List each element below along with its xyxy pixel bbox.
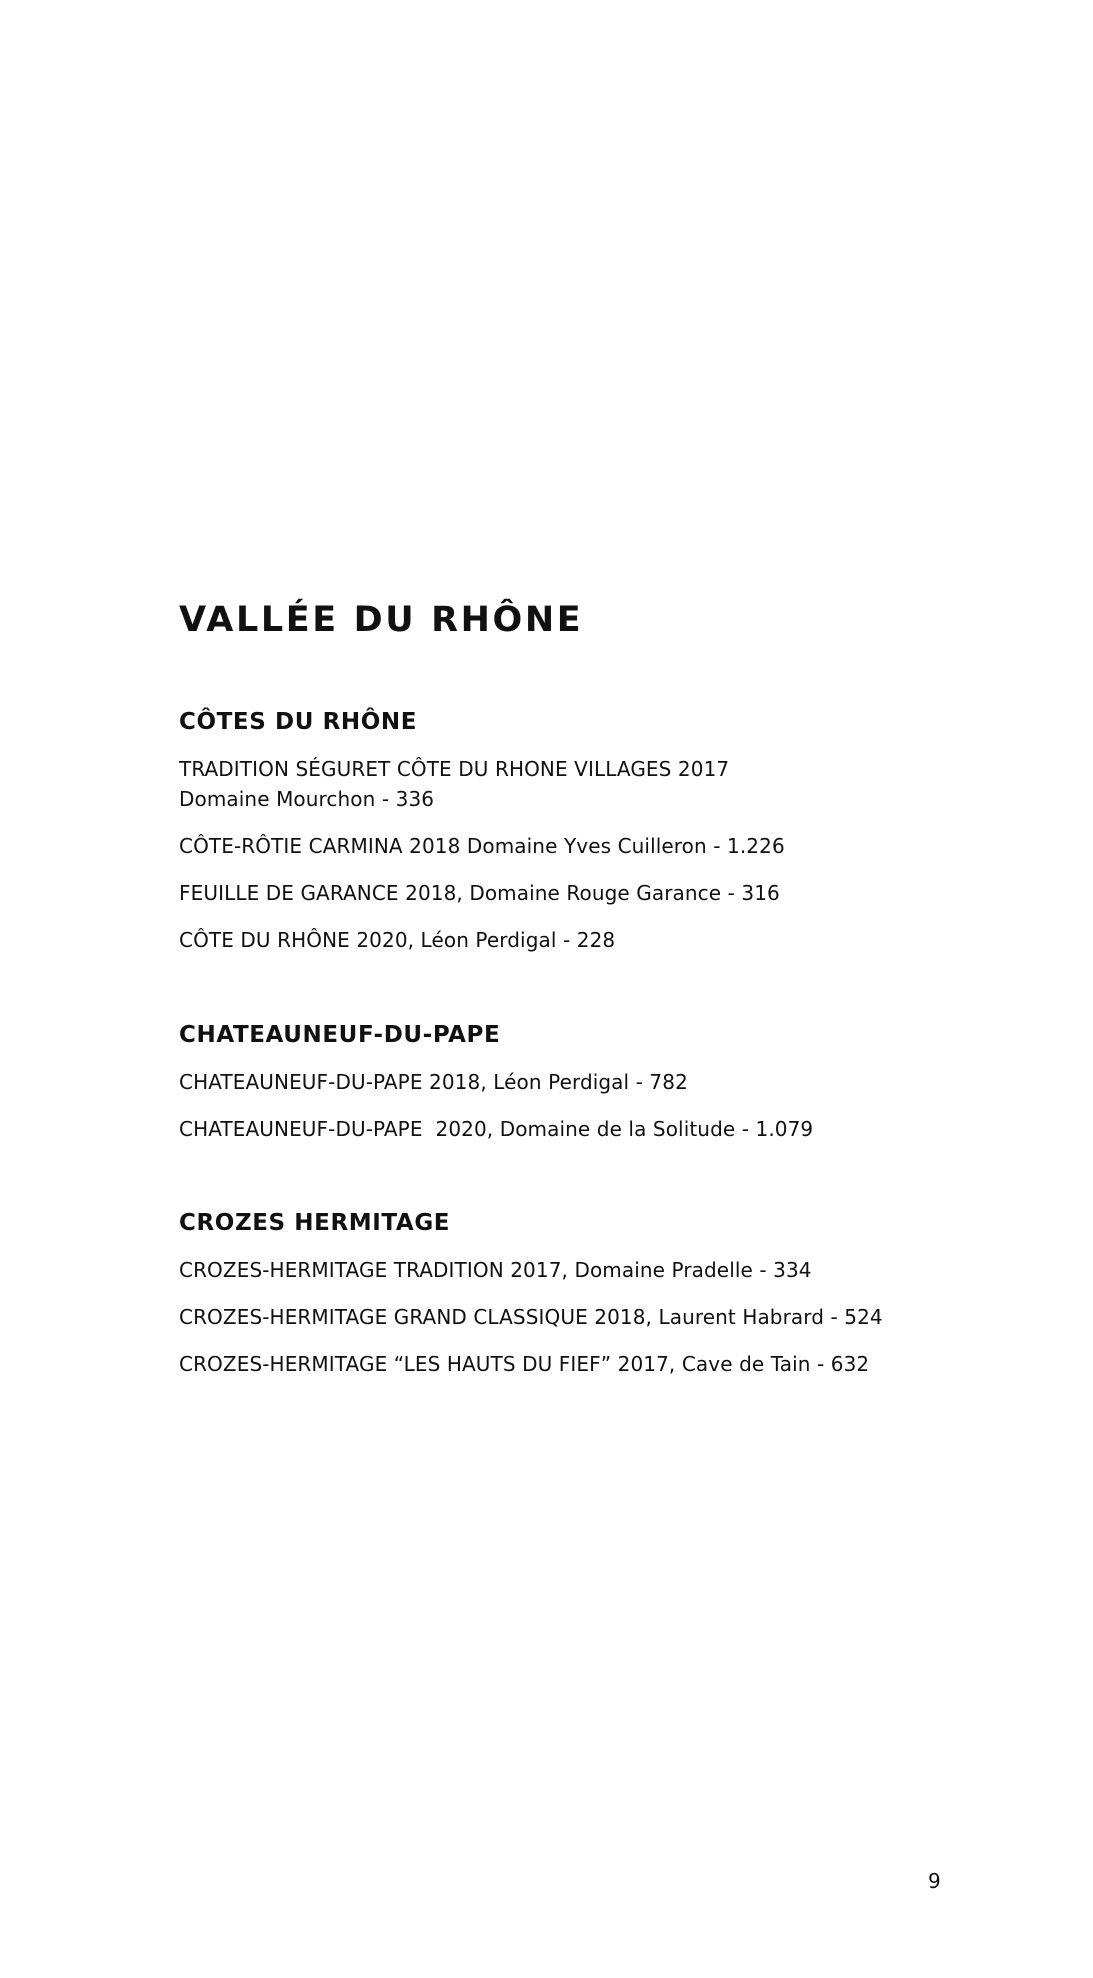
section-heading-chateauneuf-du-pape: CHATEAUNEUF-DU-PAPE — [179, 1022, 501, 1048]
wine-item: CROZES-HERMITAGE GRAND CLASSIQUE 2018, Laurent Habrard - 524 — [179, 1305, 883, 1329]
page-number: 9 — [928, 1869, 941, 1893]
wine-item: CROZES-HERMITAGE TRADITION 2017, Domaine Pradelle - 334 — [179, 1258, 812, 1282]
wine-item: FEUILLE DE GARANCE 2018, Domaine Rouge Garance - 316 — [179, 881, 780, 905]
page-title: VALLÉE DU RHÔNE — [179, 600, 584, 640]
wine-item: CÔTE-RÔTIE CARMINA 2018 Domaine Yves Cuilleron - 1.226 — [179, 834, 785, 858]
wine-item-producer-price: Domaine Mourchon - 336 — [179, 787, 435, 811]
wine-item: CÔTE DU RHÔNE 2020, Léon Perdigal - 228 — [179, 928, 616, 952]
section-heading-crozes-hermitage: CROZES HERMITAGE — [179, 1210, 451, 1236]
wine-item: CROZES-HERMITAGE “LES HAUTS DU FIEF” 2017, Cave de Tain - 632 — [179, 1352, 870, 1376]
wine-item-name: TRADITION SÉGURET CÔTE DU RHONE VILLAGES 2017 — [179, 757, 730, 781]
section-heading-cotes-du-rhone: CÔTES DU RHÔNE — [179, 709, 418, 735]
wine-item: CHATEAUNEUF-DU-PAPE 2020, Domaine de la Solitude - 1.079 — [179, 1117, 814, 1141]
wine-item: CHATEAUNEUF-DU-PAPE 2018, Léon Perdigal - 782 — [179, 1070, 688, 1094]
